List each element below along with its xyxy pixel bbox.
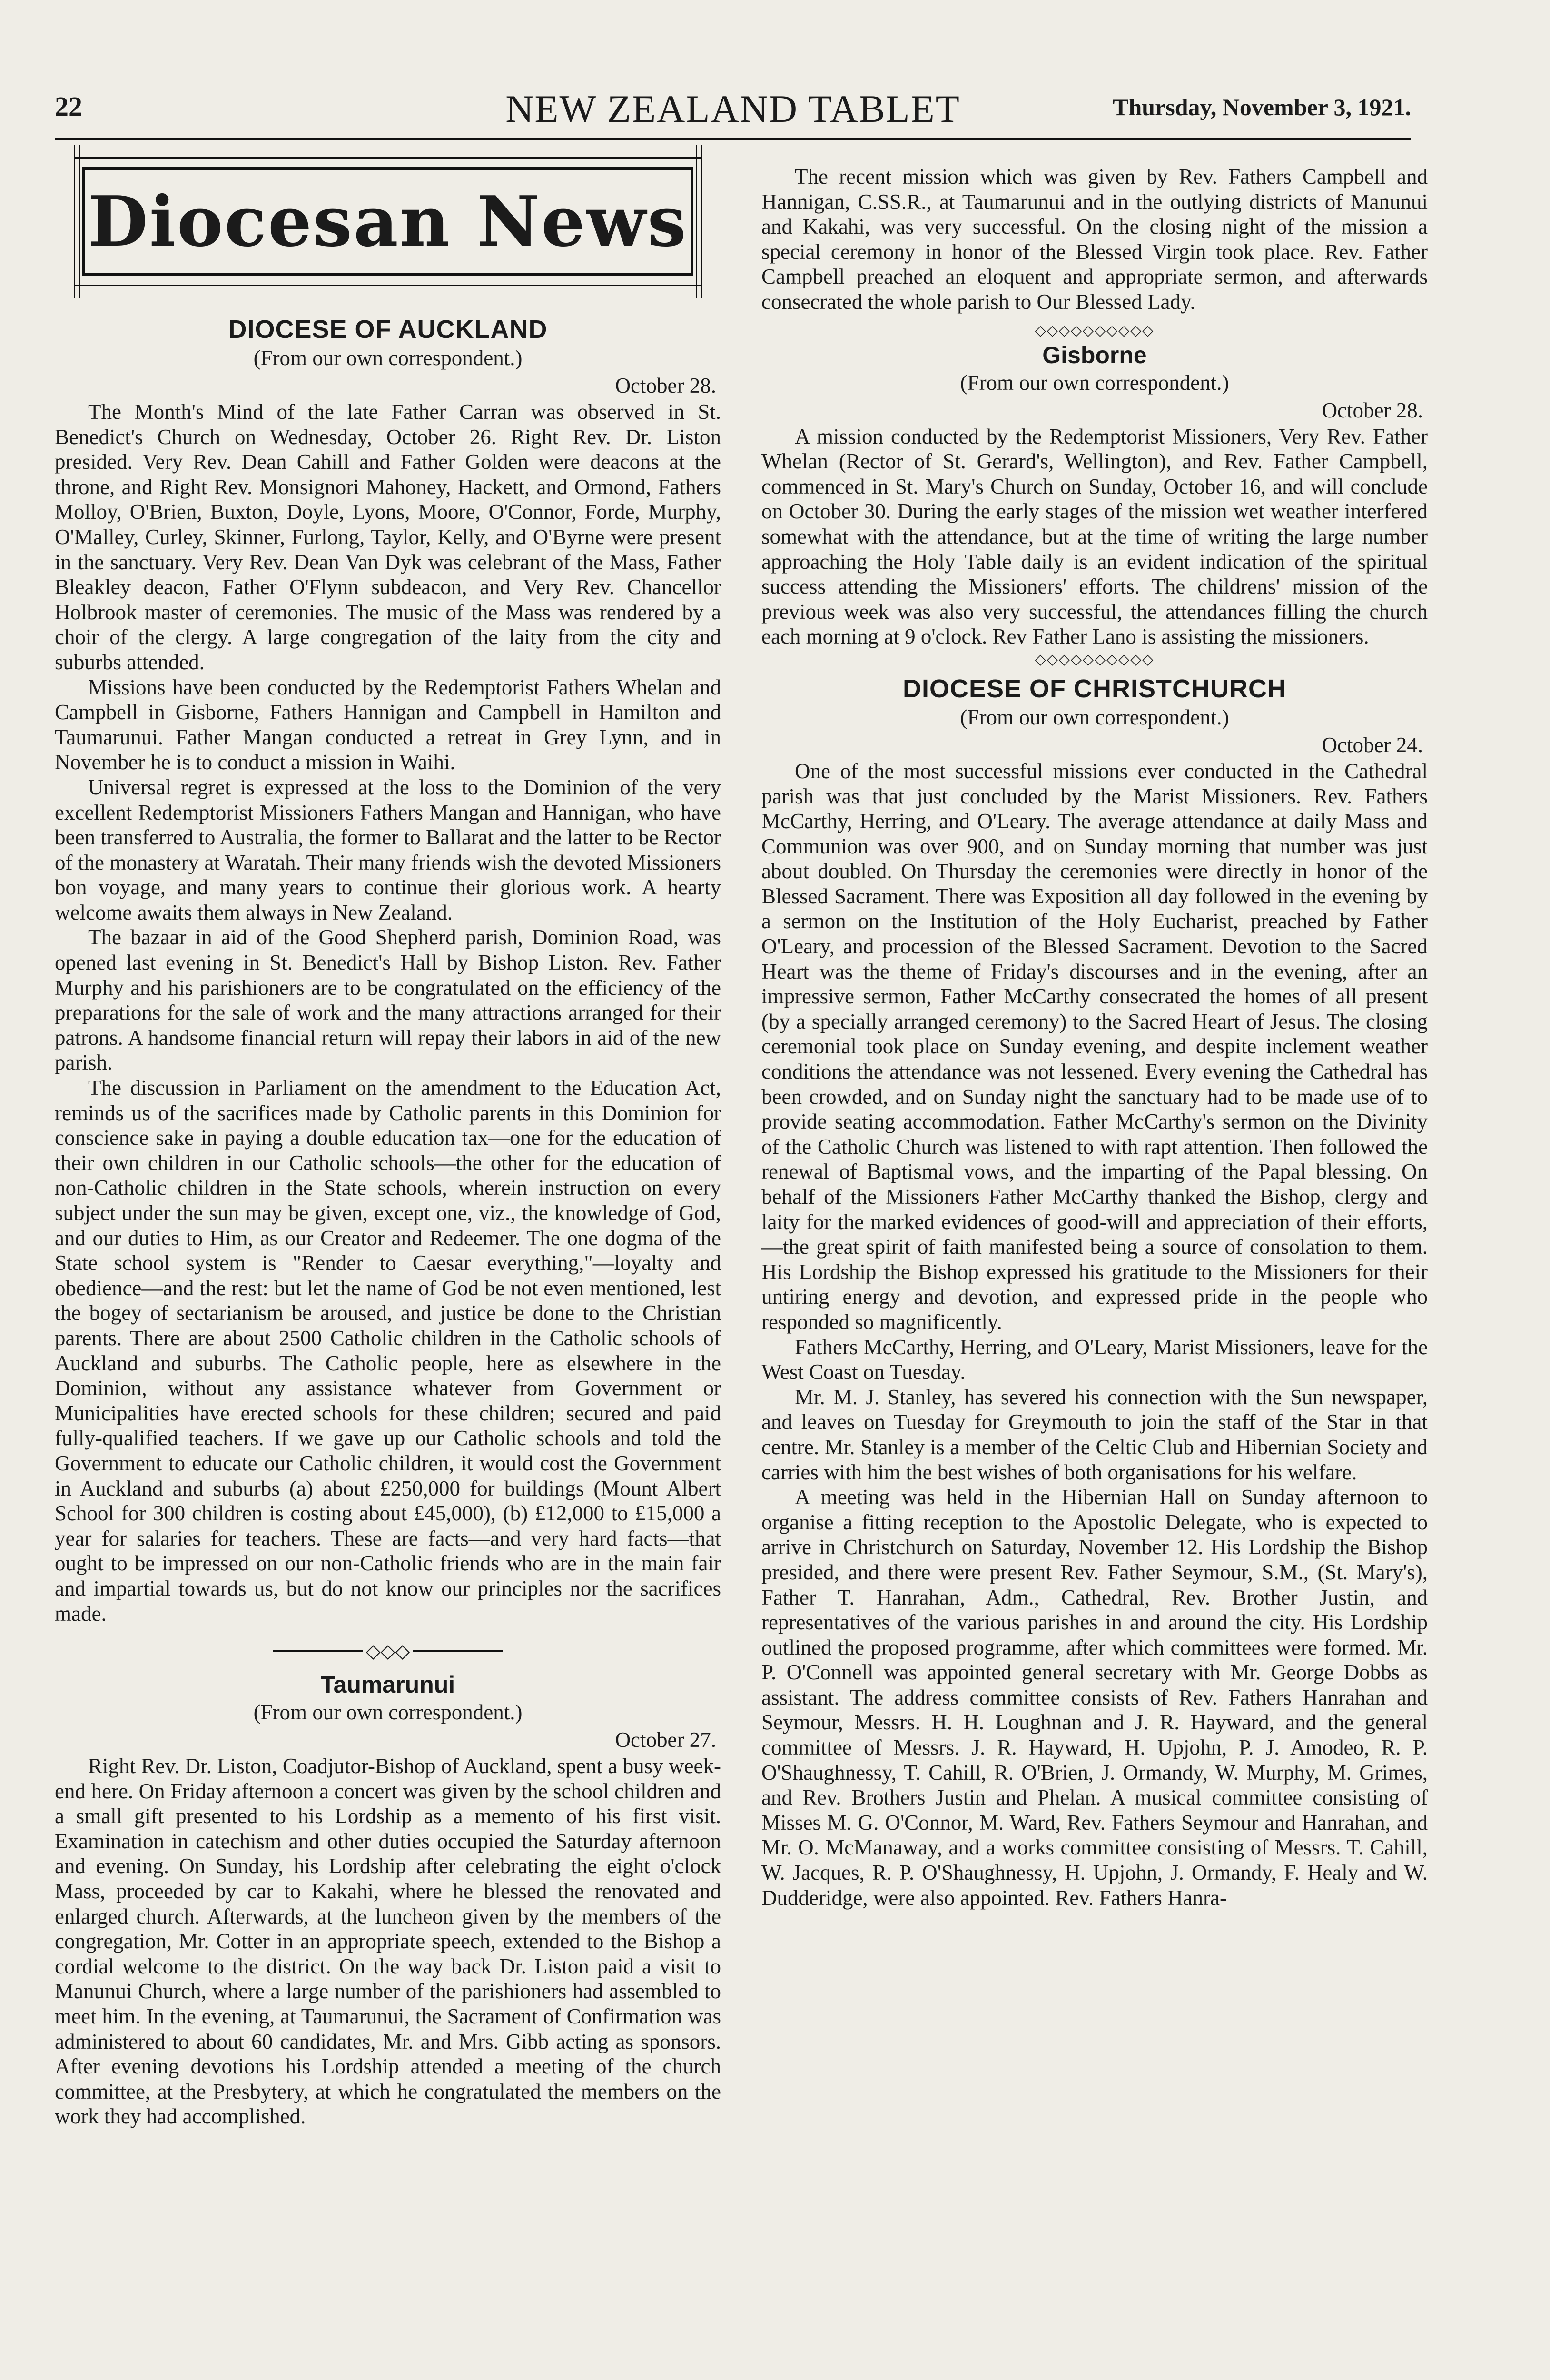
masthead [55,87,1411,140]
left-column [55,157,721,2129]
auckland-date: October 28. [615,374,716,397]
christchurch-paragraph: One of the most successful missions ever conducted in the Cathedral parish was that just concluded by the Marist Missioners. Rev. Fathers McCarthy, Herring, and O'Leary. The average attendance at daily Mass and Communion was over 900, and on Sunday morning that number was just about doubled. On Thursday the ceremonies were directly in honor of the Blessed Sacrament. There was Exposition all day followed in the evening by a sermon on the Institution of the Holy Eucharist, preached by Father O'Leary, and procession of the Blessed Sacrament. Devotion to the Sacred Heart was the theme of Friday's discourses and in the evening, after an impressive sermon, Father McCarthy consecrated the homes of all present (by a specially arranged ceremony) to the Sacred Heart of Jesus. The closing ceremonial took place on Sunday evening, and despite inclement weather conditions the attendance was not lessened. Every evening the Cathedral has been crowded, and on Sunday night the sanctuary had to be made use of to provide seating accommodation. Father McCarthy's sermon on the Divinity of the Catholic Church was listened to with rapt attention. Then followed the renewal of Baptismal vows, and the imparting of the Papal blessing. On behalf of the Missioners Father McCarthy thanked the Bishop, clergy and laity for the marked evidences of good-will and appreciation of their efforts,—the great spirit of faith manifested being a source of consolation to them. His Lordship the Bishop expressed his gratitude to the Missioners for their untiring energy and devotion, and expressed pride in the people who responded so magnificently. [761,759,1428,1334]
issue-date: Thursday, November 3, 1921. [1113,94,1411,120]
ornament-divider: ◇◇◇◇◇◇◇◇◇◇ [1035,322,1155,338]
taumarunui-date: October 27. [615,1728,716,1752]
christchurch-paragraph: Fathers McCarthy, Herring, and O'Leary, Marist Missioners, leave for the West Coast on Tuesday. [761,1335,1428,1384]
ornament-divider: ◇◇◇◇◇◇◇◇◇◇ [1035,651,1155,667]
gisborne-heading: Gisborne [1042,341,1147,368]
gisborne-paragraph: A mission conducted by the Redemptorist Missioners, Very Rev. Father Whelan (Rector of St. Gerard's, Wellington), and Rev. Father Campbell, commenced in St. Mary's Church on Sunday, October 16, and will conclude on October 30. During the early stages of the mission wet weather interfered somewhat with the attendance, but at the time of writing the large number approaching the Holy Table daily is an evident indication of the spiritual success attending the Missioners' efforts. The childrens' mission of the previous week was also very successful, the attendances filling the church each morning at 9 o'clock. Rev Father Lano is assisting the missioners. [761,424,1428,649]
gisborne-correspondent: (From our own correspondent.) [960,370,1229,395]
page-number: 22 [55,91,82,122]
christchurch-paragraph: A meeting was held in the Hibernian Hall on Sunday afternoon to organise a fitting reception to the Apostolic Delegate, who is expected to arrive in Christchurch on Saturday, November 12. His Lordship the Bishop presided, and there were present Rev. Father Seymour, S.M., (St. Mary's), Father T. Hanrahan, Adm., Cathedral, Rev. Brother Justin, and representatives of the various parishes in and around the city. His Lordship outlined the proposed programme, after which committees were formed. Mr. P. O'Connell was appointed general secretary with Mr. George Dobbs as assistant. The address committee consists of Rev. Fathers Hanrahan and Seymour, Messrs. H. H. Loughnan and J. R. Hayward, and the general committee of Messrs. J. R. Hayward, H. Upjohn, P. J. Amodeo, R. P. O'Shaughnessy, T. Cahill, R. O'Brien, J. Ormandy, W. Murphy, M. Grimes, and Rev. Brothers Justin and Phelan. A musical committee consisting of Misses M. G. O'Connor, M. Ward, Rev. Fathers Seymour and Hanrahan, and Mr. O. McManaway, and a works committee consisting of Messrs. T. Cahill, W. Jacques, R. P. O'Shaughnessy, H. Upjohn, J. Ormandy, F. Healy and W. Dudderidge, were also appointed. Rev. Fathers Hanra- [761,1485,1428,1910]
gisborne-date: October 28. [1322,398,1423,422]
auckland-heading: DIOCESE OF AUCKLAND [228,315,548,344]
newspaper-title: NEW ZEALAND TABLET [505,87,960,130]
christchurch-correspondent: (From our own correspondent.) [960,705,1229,729]
auckland-correspondent: (From our own correspondent.) [253,346,523,370]
taumarunui-correspondent: (From our own correspondent.) [253,1700,523,1725]
christchurch-heading: DIOCESE OF CHRISTCHURCH [902,674,1287,703]
auckland-paragraph: The Month's Mind of the late Father Carran was observed in St. Benedict's Church on Wednesday, October 26. Right Rev. Dr. Liston presided. Very Rev. Dean Cahill and Father Golden were deacons at the throne, and Right Rev. Monsignori Mahoney, Hackett, and Ormond, Fathers Molloy, O'Brien, Buxton, Doyle, Lyons, Moore, O'Connor, Forde, Murphy, O'Malley, Curley, Skinner, Furlong, Taylor, Kelly, and O'Byrne were present in the sanctuary. Very Rev. Dean Van Dyk was celebrant of the Mass, Father Bleakley deacon, Father O'Flynn subdeacon, and Very Rev. Chancellor Holbrook master of ceremonies. The music of the Mass was rendered by a choir of the clergy. A large congregation of the laity from the city and suburbs attended. [55,400,721,674]
auckland-paragraph: Universal regret is expressed at the loss to the Dominion of the very excellent Redemptorist Missioners Fathers Mangan and Hannigan, who have been transferred to Australia, the former to Ballarat and the latter to be Rector of the monastery at Waratah. Their many friends wish the devoted Missioners bon voyage, and many years to continue their glorious work. A hearty welcome awaits them always in New Zealand. [55,775,721,924]
christchurch-paragraph: Mr. M. J. Stanley, has severed his connection with the Sun newspaper, and leaves on Tuesday for Greymouth to join the staff of the Star in that centre. Mr. Stanley is a member of the Celtic Club and Hibernian Society and carries with him the best wishes of both organisations for his welfare. [761,1385,1428,1484]
auckland-paragraph: The bazaar in aid of the Good Shepherd parish, Dominion Road, was opened last evening in St. Benedict's Hall by Bishop Liston. Rev. Father Murphy and his parishioners are to be congratulated on the efficiency of the preparations for the sale of work and the many attractions arranged for their patrons. A handsome financial return will repay their labors in aid of the new parish. [55,925,721,1075]
section-divider: ◇◇◇ [55,1640,721,1661]
right-column [761,164,1428,1910]
taumarunui-paragraph: The recent mission which was given by Rev. Fathers Campbell and Hannigan, C.SS.R., at Taumarunui and in the outlying districts of Manunui and Kakahi, was very successful. On the closing night of the mission a special ceremony in honor of the Blessed Virgin took place. Rev. Father Campbell preached an eloquent and appropriate sermon, and afterwards consecrated the whole parish to Our Blessed Lady. [761,165,1428,314]
banner-title: Diocesan News [88,181,688,262]
auckland-paragraph: The discussion in Parliament on the amendment to the Education Act, reminds us of the sacrifices made by Catholic parents in this Dominion for conscience sake in paying a double education tax—one for the education of their own children in our Catholic schools—the other for the education of non-Catholic children in the State schools, wherein instruction on every subject under the sun may be given, except one, viz., the knowledge of God, and our duties to Him, as our Creator and Redeemer. The one dogma of the State school system is "Render to Caesar everything,"—loyalty and obedience—and the rest: but let the name of God be not even mentioned, lest the bogey of sectarianism be aroused, and justice be done to the Christian parents. There are about 2500 Catholic children in the Catholic schools of Auckland and suburbs. The Catholic people, here as elsewhere in the Dominion, without any assistance whatever from Government or Municipalities have erected schools for these children; secured and paid fully-qualified teachers. If we gave up our Catholic schools and told the Government to educate our Catholic children, it would cost the Government in Auckland and suburbs (a) about £250,000 for buildings (Mount Albert School for 300 children is costing about £45,000), (b) £12,000 to £15,000 a year for salaries for teachers. These are facts—and very hard facts—that ought to be impressed on our non-Catholic friends who are in the main fair and impartial towards us, but do not know our principles nor the sacrifices made. [55,1076,721,1626]
section-banner [74,157,702,286]
christchurch-date: October 24. [1322,733,1423,757]
taumarunui-heading: Taumarunui [320,1671,455,1698]
auckland-paragraph: Missions have been conducted by the Redemptorist Fathers Whelan and Campbell in Gisborne, Fathers Hannigan and Campbell in Hamilton and Taumarunui. Father Mangan conducted a retreat in Grey Lynn, and in November he is to conduct a mission in Waihi. [55,675,721,774]
taumarunui-paragraph: Right Rev. Dr. Liston, Coadjutor-Bishop of Auckland, spent a busy week-end here. On Friday afternoon a concert was given by the school children and a small gift presented to his Lordship as a memento of his first visit. Examination in catechism and other duties occupied the Saturday afternoon and evening. On Sunday, his Lordship after celebrating the eight o'clock Mass, proceeded by car to Kakahi, where he blessed the renovated and enlarged church. Afterwards, at the luncheon given by the members of the congregation, Mr. Cotter in an appropriate speech, extended to the Bishop a cordial welcome to the district. On the way back Dr. Liston paid a visit to Manunui Church, where a large number of the parishioners had assembled to meet him. In the evening, at Taumarunui, the Sacrament of Confirmation was administered to about 60 candidates, Mr. and Mrs. Gibb acting as sponsors. After evening devotions his Lordship attended a meeting of the church committee, at the Presbytery, at which he congratulated the members on the work they had accomplished. [55,1754,721,2129]
